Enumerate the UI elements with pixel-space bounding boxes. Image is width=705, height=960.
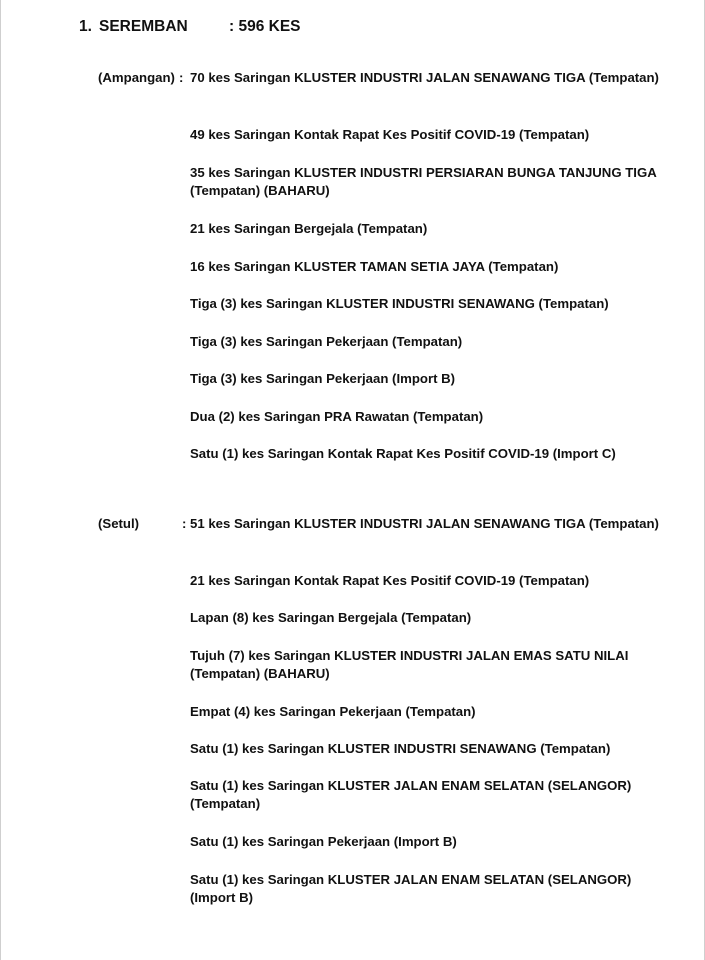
list-item: Tiga (3) kes Saringan Pekerjaan (Import B) xyxy=(190,371,456,386)
list-item: 35 kes Saringan KLUSTER INDUSTRI PERSIARAN BUNGA TANJUNG TIGA (Tempatan) (BAHARU) xyxy=(190,165,657,198)
list-item: Tujuh (7) kes Saringan KLUSTER INDUSTRI JALAN EMAS SATU NILAI (Tempatan) (BAHARU) xyxy=(190,648,629,681)
list-item: Lapan (8) kes Saringan Bergejala (Tempatan) xyxy=(190,610,472,625)
district-heading xyxy=(79,17,301,37)
list-item: 16 kes Saringan KLUSTER TAMAN SETIA JAYA (Tempatan) xyxy=(190,259,559,274)
list-item: Satu (1) kes Saringan KLUSTER INDUSTRI SENAWANG (Tempatan) xyxy=(190,741,611,756)
list-item: Empat (4) kes Saringan Pekerjaan (Tempatan) xyxy=(190,704,476,719)
district-name: SEREMBAN xyxy=(99,18,188,35)
list-item: 49 kes Saringan Kontak Rapat Kes Positif COVID-19 (Tempatan) xyxy=(190,127,590,142)
list-item: Satu (1) kes Saringan Pekerjaan (Import B) xyxy=(190,834,457,849)
list-item: Satu (1) kes Saringan KLUSTER JALAN ENAM SELATAN (SELANGOR) (Tempatan) xyxy=(190,778,632,811)
list-item: 70 kes Saringan KLUSTER INDUSTRI JALAN SENAWANG TIGA (Tempatan) xyxy=(190,70,659,85)
area-colon-ampangan: : xyxy=(179,70,184,85)
list-item: Dua (2) kes Saringan PRA Rawatan (Tempatan) xyxy=(190,409,484,424)
list-item: 21 kes Saringan Bergejala (Tempatan) xyxy=(190,221,428,236)
heading-number: 1. xyxy=(79,18,92,35)
list-item: Satu (1) kes Saringan Kontak Rapat Kes Positif COVID-19 (Import C) xyxy=(190,446,616,461)
area-label-ampangan: (Ampangan) xyxy=(98,70,175,85)
district-total: : 596 KES xyxy=(229,18,301,35)
list-item: Tiga (3) kes Saringan KLUSTER INDUSTRI SENAWANG (Tempatan) xyxy=(190,296,609,311)
list-item: Satu (1) kes Saringan KLUSTER JALAN ENAM SELATAN (SELANGOR) (Import B) xyxy=(190,872,632,905)
area-colon-setul: : xyxy=(182,516,187,531)
list-item: 21 kes Saringan Kontak Rapat Kes Positif COVID-19 (Tempatan) xyxy=(190,573,590,588)
list-item: Tiga (3) kes Saringan Pekerjaan (Tempatan) xyxy=(190,334,463,349)
area-label-setul: (Setul) xyxy=(98,516,140,531)
list-item: 51 kes Saringan KLUSTER INDUSTRI JALAN SENAWANG TIGA (Tempatan) xyxy=(190,516,659,531)
